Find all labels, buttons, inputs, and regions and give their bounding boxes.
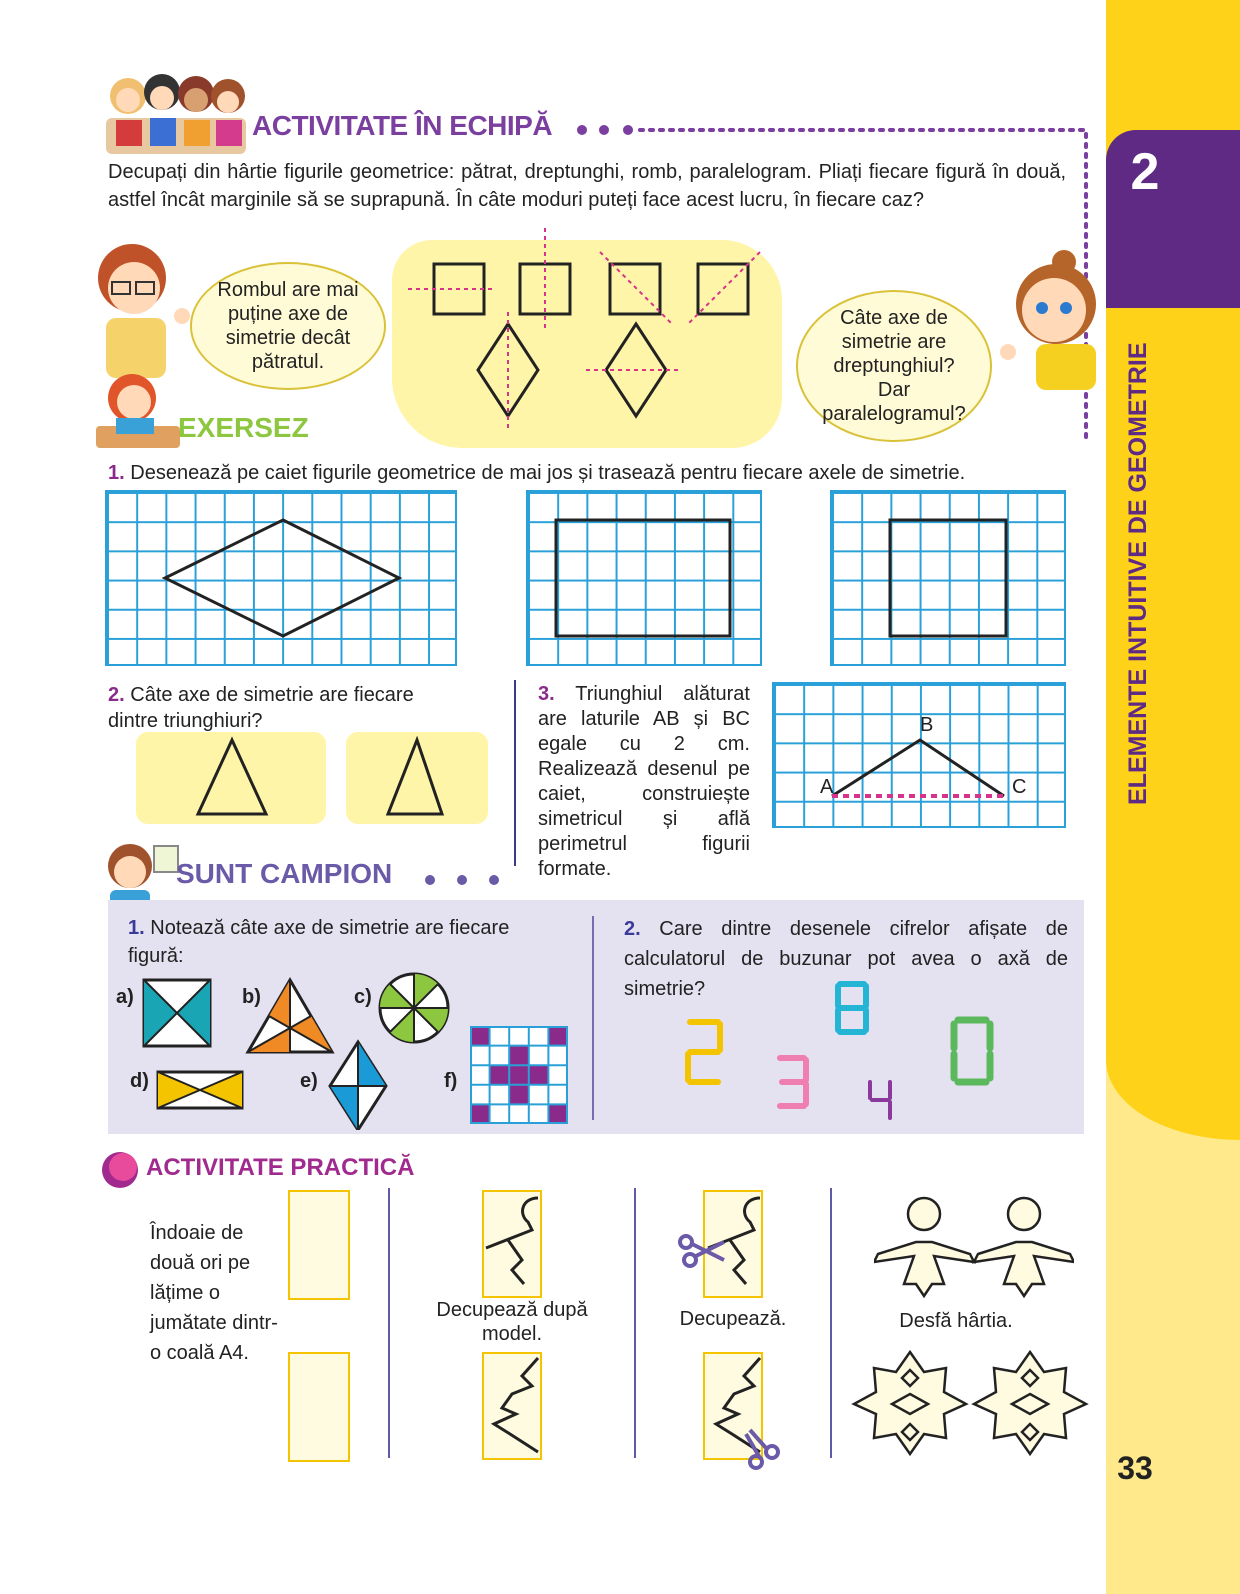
exercise-text: Notează câte axe de simetrie are fiecare figură: [128, 917, 510, 967]
cutting-papers [676, 1190, 796, 1480]
point-a-label: A [820, 776, 834, 798]
chapter-tab-divider [1106, 290, 1240, 308]
boy-with-glasses-illustration [82, 238, 202, 378]
girl-illustration [996, 240, 1106, 390]
chapter-number: 2 [1130, 143, 1160, 201]
vertical-divider [514, 680, 516, 866]
digit-2 [688, 1022, 720, 1082]
practice-ex3 [538, 682, 750, 882]
figure-label-c: c) [354, 986, 372, 1008]
triangle-abc [772, 682, 1066, 828]
symmetry-figures [392, 228, 792, 438]
figure-label-f: f) [444, 1070, 458, 1092]
exercise-text: Triunghiul alăturat are laturile AB și BC egale cu 2 cm. Realizează desenul pe caiet, construiește simetricul și află perimetrul figurii formate. [538, 683, 750, 880]
figure-label-a: a) [116, 986, 134, 1008]
page-number: 33 [1117, 1450, 1153, 1486]
team-activity-title: ACTIVITATE ÎN ECHIPĂ [252, 110, 553, 141]
triangles [136, 732, 496, 832]
folded-paper-1 [288, 1190, 350, 1300]
kids-team-illustration [100, 66, 250, 156]
calculator-digits [670, 972, 1010, 1132]
practice-ex2 [108, 682, 468, 734]
practice-ex1 [108, 460, 1088, 486]
exercise-number: 1. [108, 462, 125, 484]
speech-bubble-left: Rombul are mai puține axe de simetrie decât pătratul. [190, 262, 386, 390]
champion-ex1 [128, 914, 568, 970]
champion-title: SUNT CAMPION [176, 858, 393, 889]
practical-step1: Îndoaie de două ori pe lățime o jumătate dintr-o coală A4. [150, 1222, 278, 1364]
point-c-label: C [1012, 776, 1027, 798]
unfolded-stars [850, 1348, 1090, 1458]
point-b-label: B [920, 714, 934, 736]
digit-8 [838, 984, 866, 1032]
practical-divider-1 [388, 1188, 390, 1458]
exercise-text: Care dintre desenele cifrelor afișate de calculatorul de buzunar pot avea o axă de simetrie? [624, 918, 1068, 1000]
figure-f-grid [470, 1026, 568, 1124]
champion-dots [420, 870, 510, 890]
circle-bullet-icon [100, 1150, 140, 1190]
practical-step3: Decupează. [679, 1308, 787, 1330]
champion-divider [592, 916, 594, 1120]
exercise-text: Câte axe de simetrie are fiecare dintre triunghiuri? [108, 684, 414, 732]
paper-dolls [874, 1192, 1074, 1302]
figure-label-e: e) [300, 1070, 318, 1092]
digit-4 [870, 1082, 890, 1118]
exercise-number: 3. [538, 683, 555, 705]
digit-0 [954, 1020, 990, 1082]
exercise-number: 1. [128, 917, 145, 939]
girl-writing-illustration [94, 372, 184, 452]
exercise-text: Desenează pe caiet figurile geometrice de mai jos și trasează pentru fiecare axele de simetrie. [130, 462, 966, 484]
practical-title: ACTIVITATE PRACTICĂ [146, 1154, 415, 1181]
rectangle-figure [526, 490, 762, 666]
practice-title: EXERSEZ [178, 412, 309, 443]
exercise-number: 2. [624, 918, 641, 940]
exercise-number: 2. [108, 684, 125, 706]
chapter-title: ELEMENTE INTUITIVE DE GEOMETRIE [1124, 342, 1152, 805]
practical-step4: Desfă hârtia. [899, 1310, 1013, 1332]
practical-divider-3 [830, 1188, 832, 1458]
square-figure [830, 490, 1066, 666]
figure-label-d: d) [130, 1070, 149, 1092]
folded-paper-2 [288, 1352, 350, 1462]
speech-bubble-right: Câte axe de simetrie are dreptunghiul? Dar paralelogramul? [796, 290, 992, 442]
team-activity-text: Decupați din hârtie figurile geometrice: pătrat, dreptunghi, romb, paralelogram. Pliați fiecare figură în două, astfel încât marginile să se suprapună. În câte moduri puteți face acest lucru, în fiecare caz? [108, 161, 1066, 211]
practical-step2: Decupează după model. [436, 1299, 588, 1345]
digit-3 [780, 1058, 806, 1106]
practical-divider-2 [634, 1188, 636, 1458]
figure-label-b: b) [242, 986, 261, 1008]
rhombus-figure [105, 490, 457, 666]
